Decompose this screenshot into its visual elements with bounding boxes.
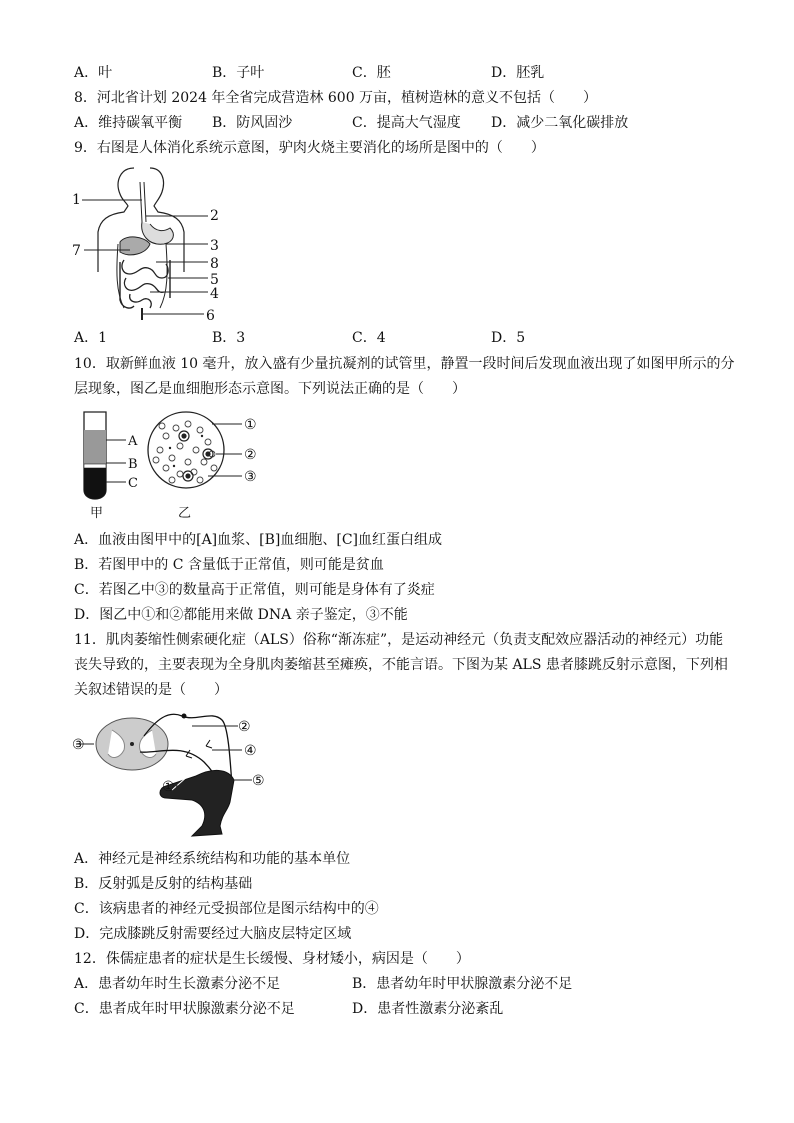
reflex-label-4: ④ <box>244 743 257 759</box>
q12-option-a: A．患者幼年时生长激素分泌不足 <box>74 976 281 992</box>
q7-option-d: D．胚乳 <box>491 65 545 81</box>
q10-option-c: C．若图乙中③的数量高于正常值，则可能是身体有了炎症 <box>74 582 435 598</box>
q11-option-b: B．反射弧是反射的结构基础 <box>74 876 253 892</box>
q9-option-b: B．3 <box>212 330 246 346</box>
q8-option-d: D．减少二氧化碳排放 <box>491 115 629 131</box>
q8-option-b: B．防风固沙 <box>212 115 293 131</box>
q12-option-d: D．患者性激素分泌紊乱 <box>352 1001 504 1017</box>
q10-option-a: A．血液由图甲中的[A]血浆、[B]血细胞、[C]血红蛋白组成 <box>74 532 442 548</box>
q9-option-d: D．5 <box>491 330 526 346</box>
q11-stem-line1: 11．肌肉萎缩性侧索硬化症（ALS）俗称“渐冻症”，是运动神经元（负责支配效应器活动的神经元）功能 <box>74 632 724 648</box>
figure-label-7: 7 <box>72 243 81 259</box>
reflex-label-3: ③ <box>72 737 85 753</box>
q7-option-a: A．叶 <box>74 65 113 81</box>
q11-stem-line3: 关叙述错误的是（ ） <box>74 682 228 698</box>
tube-label-c: C <box>128 476 138 491</box>
q9-stem: 9．右图是人体消化系统示意图，驴肉火烧主要消化的场所是图中的（ ） <box>74 140 545 156</box>
cell-label-3: ③ <box>244 469 257 485</box>
q7-option-b: B．子叶 <box>212 65 265 81</box>
q11-option-a: A．神经元是神经系统结构和功能的基本单位 <box>74 851 351 867</box>
q10-stem-line1: 10．取新鲜血液 10 毫升，放入盛有少量抗凝剂的试管里，静置一段时间后发现血液出现了如图甲所示的分 <box>74 356 735 372</box>
figure-label-6: 6 <box>206 308 215 324</box>
reflex-label-1: ① <box>162 779 175 795</box>
q12-option-c: C．患者成年时甲状腺激素分泌不足 <box>74 1001 295 1017</box>
tube-label-b: B <box>128 457 138 472</box>
q9-option-c: C．4 <box>352 330 386 346</box>
q8-option-a: A．维持碳氧平衡 <box>74 115 183 131</box>
figure-label-5: 5 <box>210 272 219 288</box>
figure-jia-label: 甲 <box>90 506 104 521</box>
q7-option-c: C．胚 <box>352 65 391 81</box>
q10-stem-line2: 层现象，图乙是血细胞形态示意图。下列说法正确的是（ ） <box>74 381 466 397</box>
q11-stem-line2: 丧失导致的，主要表现为全身肌肉萎缩甚至瘫痪，不能言语。下图为某 ALS 患者膝跳反射示意图，下列相 <box>74 657 728 673</box>
q10-option-b: B．若图甲中的 C 含量低于正常值，则可能是贫血 <box>74 557 384 573</box>
blood-figure <box>76 406 276 522</box>
reflex-label-2: ② <box>238 719 251 735</box>
knee-reflex-figure <box>72 706 272 840</box>
figure-yi-label: 乙 <box>178 506 192 521</box>
q12-stem: 12．侏儒症患者的症状是生长缓慢、身材矮小，病因是（ ） <box>74 951 470 967</box>
q9-option-a: A．1 <box>74 330 108 346</box>
figure-label-8: 8 <box>210 256 219 272</box>
q8-option-c: C．提高大气湿度 <box>352 115 461 131</box>
q8-stem: 8．河北省计划 2024 年全省完成营造林 600 万亩，植树造林的意义不包括（ ） <box>74 90 598 106</box>
tube-label-a: A <box>128 434 138 449</box>
q11-option-d: D．完成膝跳反射需要经过大脑皮层特定区域 <box>74 926 352 942</box>
q12-option-b: B．患者幼年时甲状腺激素分泌不足 <box>352 976 573 992</box>
figure-label-3: 3 <box>210 238 219 254</box>
digestive-system-figure <box>70 162 230 328</box>
cell-label-1: ① <box>244 417 257 433</box>
q11-option-c: C．该病患者的神经元受损部位是图示结构中的④ <box>74 901 379 917</box>
q10-option-d: D．图乙中①和②都能用来做 DNA 亲子鉴定，③不能 <box>74 607 408 623</box>
figure-label-2: 2 <box>210 208 219 224</box>
figure-label-1: 1 <box>72 192 81 208</box>
figure-label-4: 4 <box>210 286 219 302</box>
reflex-label-5: ⑤ <box>252 773 265 789</box>
cell-label-2: ② <box>244 447 257 463</box>
